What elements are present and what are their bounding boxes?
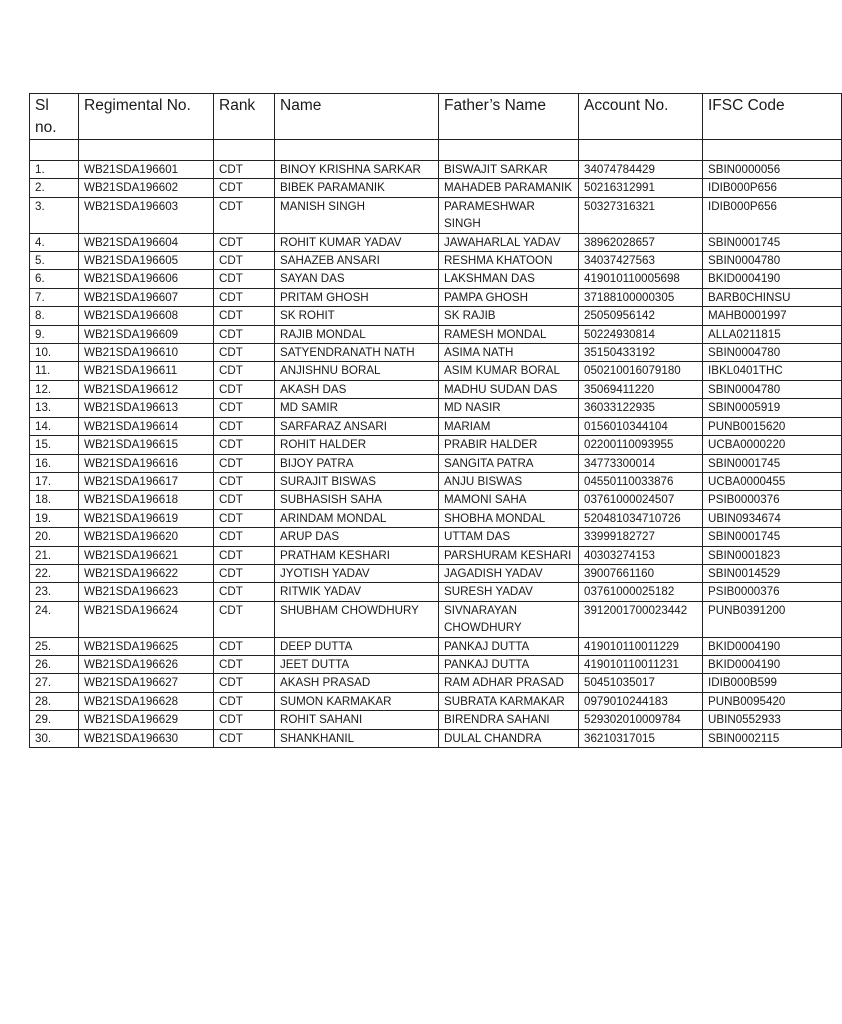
cell-account-no: 50216312991 bbox=[579, 179, 703, 197]
table-row bbox=[30, 307, 842, 325]
cell-ifsc-code: IDIB000P656 bbox=[703, 179, 842, 197]
cell-sl-no: 14. bbox=[30, 417, 79, 435]
cell-rank: CDT bbox=[214, 674, 275, 692]
cell-regimental-no: WB21SDA196606 bbox=[79, 270, 214, 288]
cell-account-no: 36033122935 bbox=[579, 399, 703, 417]
cell-fathers-name: ASIMA NATH bbox=[439, 344, 579, 362]
cell-account-no: 35069411220 bbox=[579, 380, 703, 398]
cell-account-no: 419010110011229 bbox=[579, 637, 703, 655]
cell-regimental-no: WB21SDA196604 bbox=[79, 233, 214, 251]
cell-name: SHUBHAM CHOWDHURY bbox=[275, 601, 439, 637]
table-row bbox=[30, 528, 842, 546]
cell-rank: CDT bbox=[214, 161, 275, 179]
cell-account-no: 02200110093955 bbox=[579, 436, 703, 454]
table-row bbox=[30, 270, 842, 288]
cell-ifsc-code: UCBA0000220 bbox=[703, 436, 842, 454]
cell-name: SHANKHANIL bbox=[275, 729, 439, 747]
cell-ifsc-code: PUNB0015620 bbox=[703, 417, 842, 435]
cell-rank: CDT bbox=[214, 399, 275, 417]
cell-rank: CDT bbox=[214, 417, 275, 435]
cell-sl-no: 15. bbox=[30, 436, 79, 454]
cell-fathers-name: PAMPA GHOSH bbox=[439, 288, 579, 306]
table-row bbox=[30, 583, 842, 601]
table-row bbox=[30, 344, 842, 362]
cell-name: ROHIT HALDER bbox=[275, 436, 439, 454]
cell-sl-no: 11. bbox=[30, 362, 79, 380]
cell-regimental-no: WB21SDA196622 bbox=[79, 564, 214, 582]
cell-ifsc-code: SBIN0005919 bbox=[703, 399, 842, 417]
cell-fathers-name: ANJU BISWAS bbox=[439, 472, 579, 490]
cell-sl-no: 28. bbox=[30, 692, 79, 710]
cell-fathers-name: MADHU SUDAN DAS bbox=[439, 380, 579, 398]
table-row bbox=[30, 655, 842, 673]
cell-fathers-name: BIRENDRA SAHANI bbox=[439, 711, 579, 729]
cell-account-no: 50327316321 bbox=[579, 197, 703, 233]
cell-ifsc-code: SBIN0001823 bbox=[703, 546, 842, 564]
cell-sl-no: 24. bbox=[30, 601, 79, 637]
cell-regimental-no: WB21SDA196625 bbox=[79, 637, 214, 655]
cell-rank: CDT bbox=[214, 509, 275, 527]
cell-fathers-name: PARSHURAM KESHARI bbox=[439, 546, 579, 564]
blank-cell bbox=[579, 140, 703, 161]
cell-rank: CDT bbox=[214, 252, 275, 270]
cell-name: SARFARAZ ANSARI bbox=[275, 417, 439, 435]
cell-rank: CDT bbox=[214, 546, 275, 564]
cell-fathers-name: SUBRATA KARMAKAR bbox=[439, 692, 579, 710]
cell-name: SUMON KARMAKAR bbox=[275, 692, 439, 710]
cell-regimental-no: WB21SDA196621 bbox=[79, 546, 214, 564]
cell-ifsc-code: PSIB0000376 bbox=[703, 491, 842, 509]
cell-name: SAYAN DAS bbox=[275, 270, 439, 288]
cell-sl-no: 10. bbox=[30, 344, 79, 362]
cell-fathers-name: JAWAHARLAL YADAV bbox=[439, 233, 579, 251]
cell-rank: CDT bbox=[214, 472, 275, 490]
table-row bbox=[30, 197, 842, 233]
cell-fathers-name: MARIAM bbox=[439, 417, 579, 435]
cell-ifsc-code: BKID0004190 bbox=[703, 637, 842, 655]
table-row bbox=[30, 436, 842, 454]
cell-regimental-no: WB21SDA196617 bbox=[79, 472, 214, 490]
cell-regimental-no: WB21SDA196618 bbox=[79, 491, 214, 509]
cell-account-no: 419010110005698 bbox=[579, 270, 703, 288]
header-row bbox=[30, 94, 842, 140]
cell-ifsc-code: SBIN0001745 bbox=[703, 454, 842, 472]
cell-name: PRITAM GHOSH bbox=[275, 288, 439, 306]
cell-regimental-no: WB21SDA196624 bbox=[79, 601, 214, 637]
cell-name: AKASH PRASAD bbox=[275, 674, 439, 692]
cell-account-no: 50224930814 bbox=[579, 325, 703, 343]
cell-account-no: 04550110033876 bbox=[579, 472, 703, 490]
header-rank: Rank bbox=[214, 94, 275, 140]
cell-name: RAJIB MONDAL bbox=[275, 325, 439, 343]
table-row bbox=[30, 601, 842, 637]
cell-rank: CDT bbox=[214, 233, 275, 251]
cell-rank: CDT bbox=[214, 729, 275, 747]
cell-fathers-name: MAMONI SAHA bbox=[439, 491, 579, 509]
cell-sl-no: 25. bbox=[30, 637, 79, 655]
cell-sl-no: 30. bbox=[30, 729, 79, 747]
cell-account-no: 03761000024507 bbox=[579, 491, 703, 509]
cell-ifsc-code: BKID0004190 bbox=[703, 655, 842, 673]
cell-rank: CDT bbox=[214, 325, 275, 343]
cell-fathers-name: ASIM KUMAR BORAL bbox=[439, 362, 579, 380]
cell-fathers-name: RESHMA KHATOON bbox=[439, 252, 579, 270]
table-row bbox=[30, 233, 842, 251]
table-row bbox=[30, 564, 842, 582]
table-row bbox=[30, 161, 842, 179]
cell-ifsc-code: IDIB000P656 bbox=[703, 197, 842, 233]
cell-fathers-name: PRABIR HALDER bbox=[439, 436, 579, 454]
cell-ifsc-code: BARB0CHINSU bbox=[703, 288, 842, 306]
cell-sl-no: 23. bbox=[30, 583, 79, 601]
cell-ifsc-code: UBIN0552933 bbox=[703, 711, 842, 729]
cell-account-no: 03761000025182 bbox=[579, 583, 703, 601]
cell-name: SATYENDRANATH NATH bbox=[275, 344, 439, 362]
cell-rank: CDT bbox=[214, 380, 275, 398]
cell-rank: CDT bbox=[214, 655, 275, 673]
cell-fathers-name: LAKSHMAN DAS bbox=[439, 270, 579, 288]
cell-fathers-name: RAM ADHAR PRASAD bbox=[439, 674, 579, 692]
cell-name: MANISH SINGH bbox=[275, 197, 439, 233]
cell-account-no: 35150433192 bbox=[579, 344, 703, 362]
cell-rank: CDT bbox=[214, 637, 275, 655]
cell-ifsc-code: SBIN0004780 bbox=[703, 344, 842, 362]
cell-name: SUBHASISH SAHA bbox=[275, 491, 439, 509]
cell-sl-no: 16. bbox=[30, 454, 79, 472]
table-row bbox=[30, 417, 842, 435]
cell-regimental-no: WB21SDA196623 bbox=[79, 583, 214, 601]
cell-account-no: 36210317015 bbox=[579, 729, 703, 747]
cell-regimental-no: WB21SDA196628 bbox=[79, 692, 214, 710]
blank-cell bbox=[214, 140, 275, 161]
cell-rank: CDT bbox=[214, 197, 275, 233]
header-account-no: Account No. bbox=[579, 94, 703, 140]
cell-name: RITWIK YADAV bbox=[275, 583, 439, 601]
cell-fathers-name: PANKAJ DUTTA bbox=[439, 637, 579, 655]
cell-rank: CDT bbox=[214, 528, 275, 546]
table-row bbox=[30, 637, 842, 655]
cell-account-no: 34773300014 bbox=[579, 454, 703, 472]
cell-regimental-no: WB21SDA196607 bbox=[79, 288, 214, 306]
cell-account-no: 50451035017 bbox=[579, 674, 703, 692]
table-row bbox=[30, 692, 842, 710]
cell-regimental-no: WB21SDA196613 bbox=[79, 399, 214, 417]
cell-ifsc-code: IDIB000B599 bbox=[703, 674, 842, 692]
cell-rank: CDT bbox=[214, 454, 275, 472]
cell-name: BINOY KRISHNA SARKAR bbox=[275, 161, 439, 179]
cell-account-no: 34037427563 bbox=[579, 252, 703, 270]
table-header bbox=[30, 94, 842, 140]
cell-rank: CDT bbox=[214, 307, 275, 325]
cell-sl-no: 1. bbox=[30, 161, 79, 179]
cell-sl-no: 7. bbox=[30, 288, 79, 306]
cell-regimental-no: WB21SDA196615 bbox=[79, 436, 214, 454]
cell-ifsc-code: SBIN0002115 bbox=[703, 729, 842, 747]
blank-cell bbox=[275, 140, 439, 161]
cell-sl-no: 4. bbox=[30, 233, 79, 251]
cell-name: MD SAMIR bbox=[275, 399, 439, 417]
cell-name: SK ROHIT bbox=[275, 307, 439, 325]
cell-rank: CDT bbox=[214, 288, 275, 306]
cell-account-no: 37188100000305 bbox=[579, 288, 703, 306]
cell-ifsc-code: SBIN0004780 bbox=[703, 380, 842, 398]
cell-ifsc-code: SBIN0014529 bbox=[703, 564, 842, 582]
cell-account-no: 39007661160 bbox=[579, 564, 703, 582]
cell-sl-no: 12. bbox=[30, 380, 79, 398]
cell-fathers-name: SANGITA PATRA bbox=[439, 454, 579, 472]
cell-ifsc-code: PUNB0095420 bbox=[703, 692, 842, 710]
header-fathers-name: Father’s Name bbox=[439, 94, 579, 140]
cell-sl-no: 2. bbox=[30, 179, 79, 197]
cell-ifsc-code: PUNB0391200 bbox=[703, 601, 842, 637]
cell-regimental-no: WB21SDA196629 bbox=[79, 711, 214, 729]
cell-name: ROHIT SAHANI bbox=[275, 711, 439, 729]
cell-regimental-no: WB21SDA196610 bbox=[79, 344, 214, 362]
cell-fathers-name: MD NASIR bbox=[439, 399, 579, 417]
cell-rank: CDT bbox=[214, 711, 275, 729]
cell-account-no: 33999182727 bbox=[579, 528, 703, 546]
cell-rank: CDT bbox=[214, 692, 275, 710]
cell-sl-no: 22. bbox=[30, 564, 79, 582]
cell-rank: CDT bbox=[214, 436, 275, 454]
table-row bbox=[30, 380, 842, 398]
cell-sl-no: 5. bbox=[30, 252, 79, 270]
cell-name: ANJISHNU BORAL bbox=[275, 362, 439, 380]
table-row bbox=[30, 288, 842, 306]
cell-fathers-name: PANKAJ DUTTA bbox=[439, 655, 579, 673]
table-row bbox=[30, 472, 842, 490]
cell-name: SURAJIT BISWAS bbox=[275, 472, 439, 490]
cell-name: ARUP DAS bbox=[275, 528, 439, 546]
cell-ifsc-code: SBIN0000056 bbox=[703, 161, 842, 179]
cell-fathers-name: BISWAJIT SARKAR bbox=[439, 161, 579, 179]
cell-name: JEET DUTTA bbox=[275, 655, 439, 673]
table-row bbox=[30, 491, 842, 509]
blank-cell bbox=[703, 140, 842, 161]
table-row bbox=[30, 546, 842, 564]
cell-rank: CDT bbox=[214, 179, 275, 197]
cell-regimental-no: WB21SDA196616 bbox=[79, 454, 214, 472]
table-row bbox=[30, 252, 842, 270]
cell-name: JYOTISH YADAV bbox=[275, 564, 439, 582]
cell-fathers-name: PARAMESHWAR SINGH bbox=[439, 197, 579, 233]
cell-fathers-name: JAGADISH YADAV bbox=[439, 564, 579, 582]
cell-sl-no: 18. bbox=[30, 491, 79, 509]
cell-name: BIJOY PATRA bbox=[275, 454, 439, 472]
cell-sl-no: 6. bbox=[30, 270, 79, 288]
cell-ifsc-code: ALLA0211815 bbox=[703, 325, 842, 343]
cell-fathers-name: MAHADEB PARAMANIK bbox=[439, 179, 579, 197]
cell-regimental-no: WB21SDA196619 bbox=[79, 509, 214, 527]
cell-fathers-name: DULAL CHANDRA bbox=[439, 729, 579, 747]
cell-account-no: 520481034710726 bbox=[579, 509, 703, 527]
cell-rank: CDT bbox=[214, 583, 275, 601]
cell-fathers-name: SK RAJIB bbox=[439, 307, 579, 325]
cell-account-no: 40303274153 bbox=[579, 546, 703, 564]
cell-name: DEEP DUTTA bbox=[275, 637, 439, 655]
cell-account-no: 529302010009784 bbox=[579, 711, 703, 729]
cell-sl-no: 26. bbox=[30, 655, 79, 673]
cell-regimental-no: WB21SDA196626 bbox=[79, 655, 214, 673]
cell-account-no: 3912001700023442 bbox=[579, 601, 703, 637]
blank-row bbox=[30, 140, 842, 161]
cell-rank: CDT bbox=[214, 491, 275, 509]
cell-sl-no: 13. bbox=[30, 399, 79, 417]
cell-rank: CDT bbox=[214, 564, 275, 582]
cell-name: ARINDAM MONDAL bbox=[275, 509, 439, 527]
cell-regimental-no: WB21SDA196603 bbox=[79, 197, 214, 233]
cell-rank: CDT bbox=[214, 362, 275, 380]
header-ifsc-code: IFSC Code bbox=[703, 94, 842, 140]
cell-sl-no: 9. bbox=[30, 325, 79, 343]
cell-regimental-no: WB21SDA196608 bbox=[79, 307, 214, 325]
table-row bbox=[30, 454, 842, 472]
cell-fathers-name: SHOBHA MONDAL bbox=[439, 509, 579, 527]
blank-cell bbox=[79, 140, 214, 161]
cell-ifsc-code: SBIN0004780 bbox=[703, 252, 842, 270]
cell-account-no: 0156010344104 bbox=[579, 417, 703, 435]
cell-sl-no: 21. bbox=[30, 546, 79, 564]
cell-fathers-name: UTTAM DAS bbox=[439, 528, 579, 546]
cell-sl-no: 17. bbox=[30, 472, 79, 490]
cell-regimental-no: WB21SDA196620 bbox=[79, 528, 214, 546]
table-row bbox=[30, 362, 842, 380]
table-row bbox=[30, 509, 842, 527]
cell-rank: CDT bbox=[214, 270, 275, 288]
cell-name: PRATHAM KESHARI bbox=[275, 546, 439, 564]
cell-ifsc-code: UCBA0000455 bbox=[703, 472, 842, 490]
cell-ifsc-code: MAHB0001997 bbox=[703, 307, 842, 325]
cell-ifsc-code: IBKL0401THC bbox=[703, 362, 842, 380]
cell-regimental-no: WB21SDA196612 bbox=[79, 380, 214, 398]
cell-ifsc-code: SBIN0001745 bbox=[703, 528, 842, 546]
cell-ifsc-code: PSIB0000376 bbox=[703, 583, 842, 601]
header-regimental-no: Regimental No. bbox=[79, 94, 214, 140]
cadet-account-table bbox=[29, 93, 842, 748]
cell-regimental-no: WB21SDA196602 bbox=[79, 179, 214, 197]
cell-regimental-no: WB21SDA196609 bbox=[79, 325, 214, 343]
cell-fathers-name: SIVNARAYAN CHOWDHURY bbox=[439, 601, 579, 637]
cell-sl-no: 27. bbox=[30, 674, 79, 692]
cell-fathers-name: SURESH YADAV bbox=[439, 583, 579, 601]
cell-account-no: 34074784429 bbox=[579, 161, 703, 179]
cell-account-no: 25050956142 bbox=[579, 307, 703, 325]
cell-rank: CDT bbox=[214, 344, 275, 362]
cell-name: AKASH DAS bbox=[275, 380, 439, 398]
cell-account-no: 050210016079180 bbox=[579, 362, 703, 380]
table-row bbox=[30, 711, 842, 729]
cell-ifsc-code: SBIN0001745 bbox=[703, 233, 842, 251]
cell-name: SAHAZEB ANSARI bbox=[275, 252, 439, 270]
cell-regimental-no: WB21SDA196605 bbox=[79, 252, 214, 270]
blank-cell bbox=[30, 140, 79, 161]
blank-cell bbox=[439, 140, 579, 161]
header-sl-no: Sl no. bbox=[30, 94, 79, 140]
table-row bbox=[30, 729, 842, 747]
cell-sl-no: 20. bbox=[30, 528, 79, 546]
cell-regimental-no: WB21SDA196627 bbox=[79, 674, 214, 692]
cell-fathers-name: RAMESH MONDAL bbox=[439, 325, 579, 343]
cell-sl-no: 29. bbox=[30, 711, 79, 729]
header-name: Name bbox=[275, 94, 439, 140]
table-row bbox=[30, 325, 842, 343]
cell-rank: CDT bbox=[214, 601, 275, 637]
cell-account-no: 419010110011231 bbox=[579, 655, 703, 673]
cell-sl-no: 3. bbox=[30, 197, 79, 233]
cell-sl-no: 8. bbox=[30, 307, 79, 325]
cell-name: BIBEK PARAMANIK bbox=[275, 179, 439, 197]
cell-regimental-no: WB21SDA196611 bbox=[79, 362, 214, 380]
cell-ifsc-code: BKID0004190 bbox=[703, 270, 842, 288]
table-row bbox=[30, 399, 842, 417]
cell-ifsc-code: UBIN0934674 bbox=[703, 509, 842, 527]
table-body bbox=[30, 140, 842, 748]
cell-regimental-no: WB21SDA196614 bbox=[79, 417, 214, 435]
cell-regimental-no: WB21SDA196630 bbox=[79, 729, 214, 747]
cell-account-no: 38962028657 bbox=[579, 233, 703, 251]
cell-name: ROHIT KUMAR YADAV bbox=[275, 233, 439, 251]
table-row bbox=[30, 674, 842, 692]
table-row bbox=[30, 179, 842, 197]
cell-account-no: 0979010244183 bbox=[579, 692, 703, 710]
cell-regimental-no: WB21SDA196601 bbox=[79, 161, 214, 179]
cell-sl-no: 19. bbox=[30, 509, 79, 527]
